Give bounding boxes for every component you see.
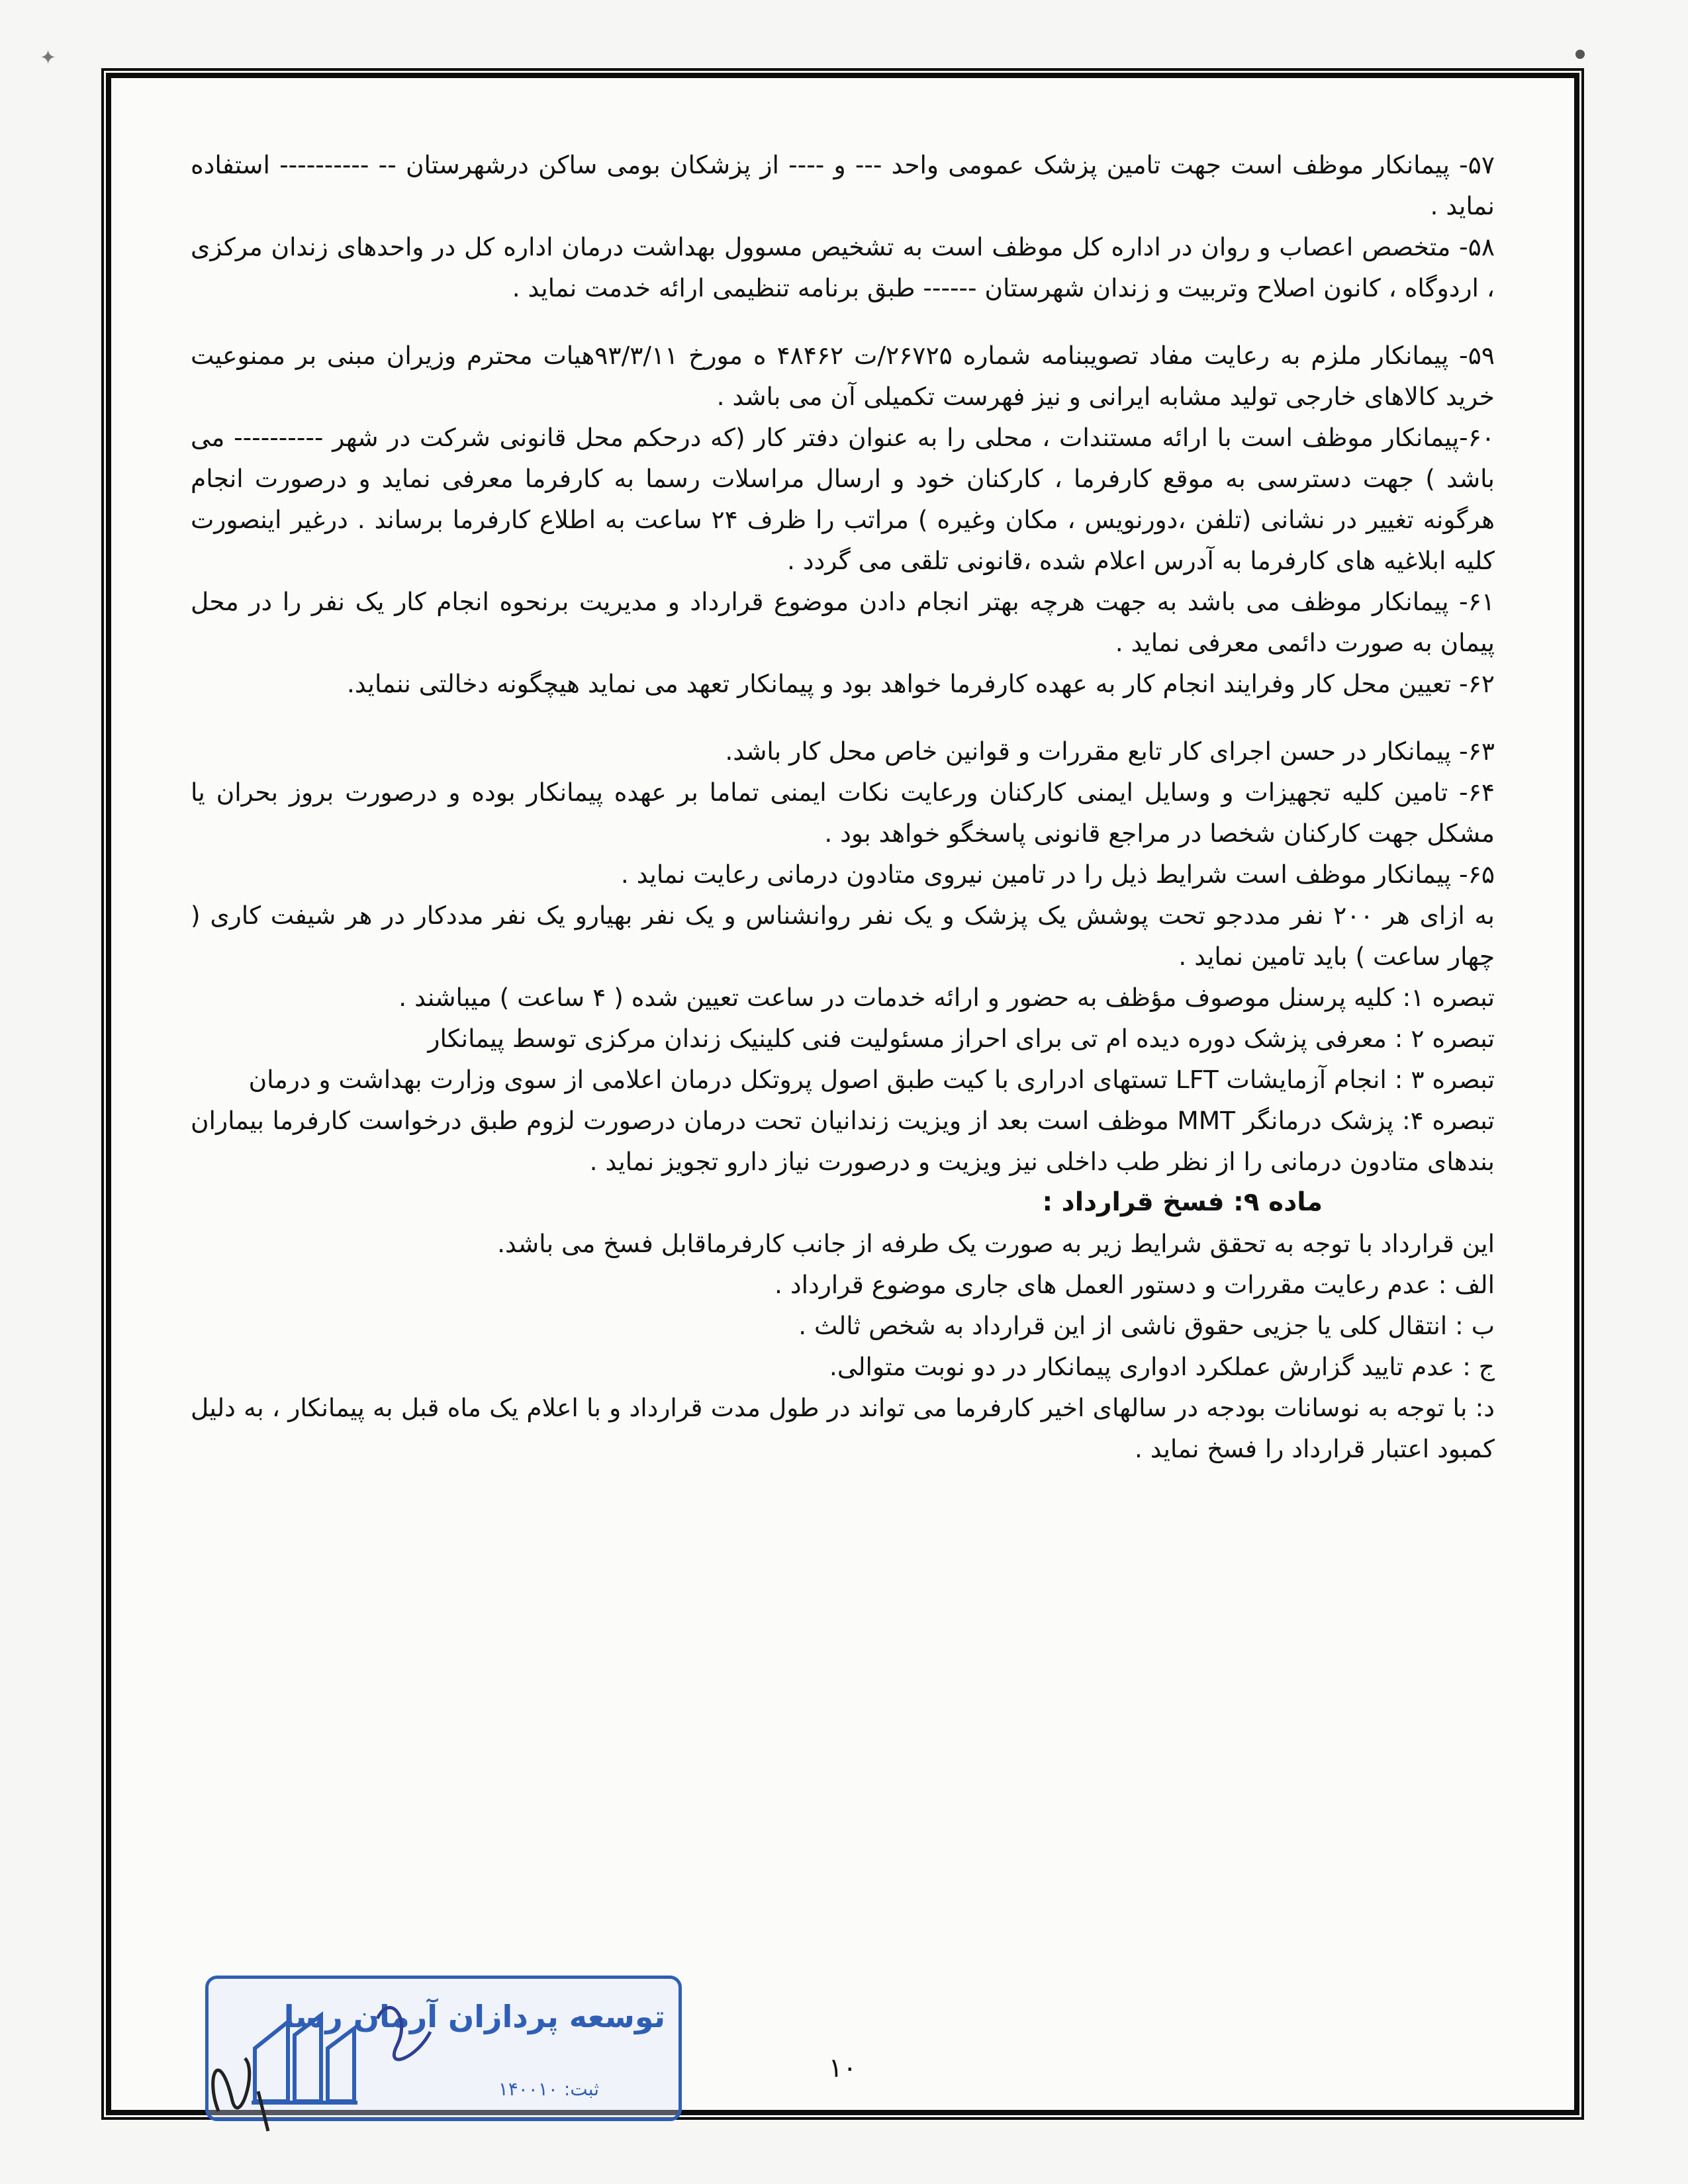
termination-item: ج : عدم تایید گزارش عملکرد ادواری پیمانکار در دو نوبت متوالی.: [829, 1352, 1495, 1381]
clause-58: ۵۸- متخصص اعصاب و روان در اداره کل موظف است به تشخیص مسوول بهداشت درمان اداره کل در واحدهای زندان مرکزی ، اردوگاه ، کانون اصلاح وتربیت و زندان شهرستان ------ طبق برنامه تنظیمی ارائه خدمت نماید .: [191, 232, 1495, 302]
clause-60: ۶۰-پیمانکار موظف است با ارائه مستندات ، محلی را به عنوان دفتر کار (که درحکم محل قانونی شرکت در شهر ---------- می باشد ) جهت دسترسی به موقع کارفرما ، کارکنان خود و ارسال مراسلات رسما به کارفرما معرفی نماید و درصورت انجام هرگونه تغییر در نشانی (تلفن ،دورنویس ، مکان وغیره ) مراتب را ظرف ۲۴ ساعت به اطلاع کارفرما برساند . درغیر اینصورت کلیه ابلاغیه های کارفرما به آدرس اعلام شده ،قانونی تلقی می گردد .: [191, 423, 1495, 575]
clause-64: ۶۴- تامین کلیه تجهیزات و وسایل ایمنی کارکنان ورعایت نکات ایمنی تماما بر عهده پیمانکار بوده و درصورت بروز بحران یا مشکل جهت کارکنان شخصا در مراجع قانونی پاسخگو خواهد بود .: [191, 778, 1495, 848]
termination-intro: این قرارداد با توجه به تحقق شرایط زیر به صورت یک طرفه از جانب کارفرماقابل فسخ می باشد.: [497, 1229, 1495, 1258]
stamp-company-name: توسعه پردازان آرمان رسا: [283, 1999, 665, 2034]
note-4: تبصره ۴: پزشک درمانگر MMT موظف است بعد از ویزیت زندانیان تحت درمان درصورت لزوم طبق درخواست کارفرما بیماران بندهای متادون درمانی را از نظر طب داخلی نیز ویزیت و درصورت نیاز دارو تجویز نماید .: [191, 1106, 1495, 1176]
note-2: تبصره ۲ : معرفی پزشک دوره دیده ام تی برای احراز مسئولیت فنی کلینیک زندان مرکزی توسط پیمانکار: [428, 1024, 1495, 1053]
page-number: ۱۰: [828, 2053, 857, 2083]
clause-62: ۶۲- تعیین محل کار وفرایند انجام کار به عهده کارفرما خواهد بود و پیمانکار تعهد می نماید هیچگونه دخالتی ننماید.: [346, 669, 1495, 698]
termination-item: د: با توجه به نوسانات بودجه در سالهای اخیر کارفرما می تواند در طول مدت قرارداد و با اعلام یک ماه قبل به پیمانکار ، به دلیل کمبود اعتبار قرارداد را فسخ نماید .: [191, 1393, 1495, 1463]
clause-57: ۵۷- پیمانکار موظف است جهت تامین پزشک عمومی واحد --- و ---- از پزشکان بومی ساکن درشهرستان -- ---------- استفاده نماید .: [191, 150, 1495, 220]
staffing-ratio: به ازای هر ۲۰۰ نفر مددجو تحت پوشش یک پزشک و یک نفر روانشناس و یک نفر بهیارو یک نفر مددکار در هر شیفت کاری ( چهار ساعت ) باید تامین نماید .: [191, 901, 1495, 971]
clause-61: ۶۱- پیمانکار موظف می باشد به جهت هرچه بهتر انجام دادن موضوع قرارداد و مدیریت برنحوه انجام کار یک نفر را در محل پیمان به صورت دائمی معرفی نماید .: [191, 587, 1495, 657]
clause-65: ۶۵- پیمانکار موظف است شرایط ذیل را در تامین نیروی متادون درمانی رعایت نماید .: [620, 860, 1495, 889]
termination-item: الف : عدم رعایت مقررات و دستور العمل های جاری موضوع قرارداد .: [774, 1270, 1495, 1299]
section-title: ماده ۹: فسخ قرارداد :: [1042, 1187, 1323, 1217]
stamp-registration: ثبت: ۱۴۰۰۱۰: [498, 2078, 599, 2100]
signature: [179, 1979, 470, 2151]
document-body: [191, 144, 1495, 1469]
note-3: تبصره ۳ : انجام آزمایشات LFT تستهای ادراری با کیت طبق اصول پروتکل درمان اعلامی از سوی وزارت بهداشت و درمان: [248, 1065, 1495, 1094]
note-1: تبصره ۱: کلیه پرسنل موصوف مؤظف به حضور و ارائه خدمات در ساعت تعیین شده ( ۴ ساعت ) میباشند .: [399, 983, 1495, 1012]
page-frame: [106, 73, 1579, 2115]
clause-63: ۶۳- پیمانکار در حسن اجرای کار تابع مقررات و قوانین خاص محل کار باشد.: [725, 737, 1495, 766]
scan-dot: [1575, 50, 1585, 59]
scan-mark: ✦: [40, 46, 57, 69]
clause-59: ۵۹- پیمانکار ملزم به رعایت مفاد تصویبنامه شماره ۲۶۷۲۵/ت ۴۸۴۶۲ ه مورخ ۹۳/۳/۱۱هیات محترم وزیران مبنی بر ممنوعیت خرید کالاهای خارجی تولید مشابه ایرانی و نیز فهرست تکمیلی آن می باشد .: [191, 341, 1495, 411]
termination-list: [191, 1223, 1495, 1469]
termination-item: ب : انتقال کلی یا جزیی حقوق ناشی از این قرارداد به شخص ثالث .: [798, 1311, 1495, 1340]
